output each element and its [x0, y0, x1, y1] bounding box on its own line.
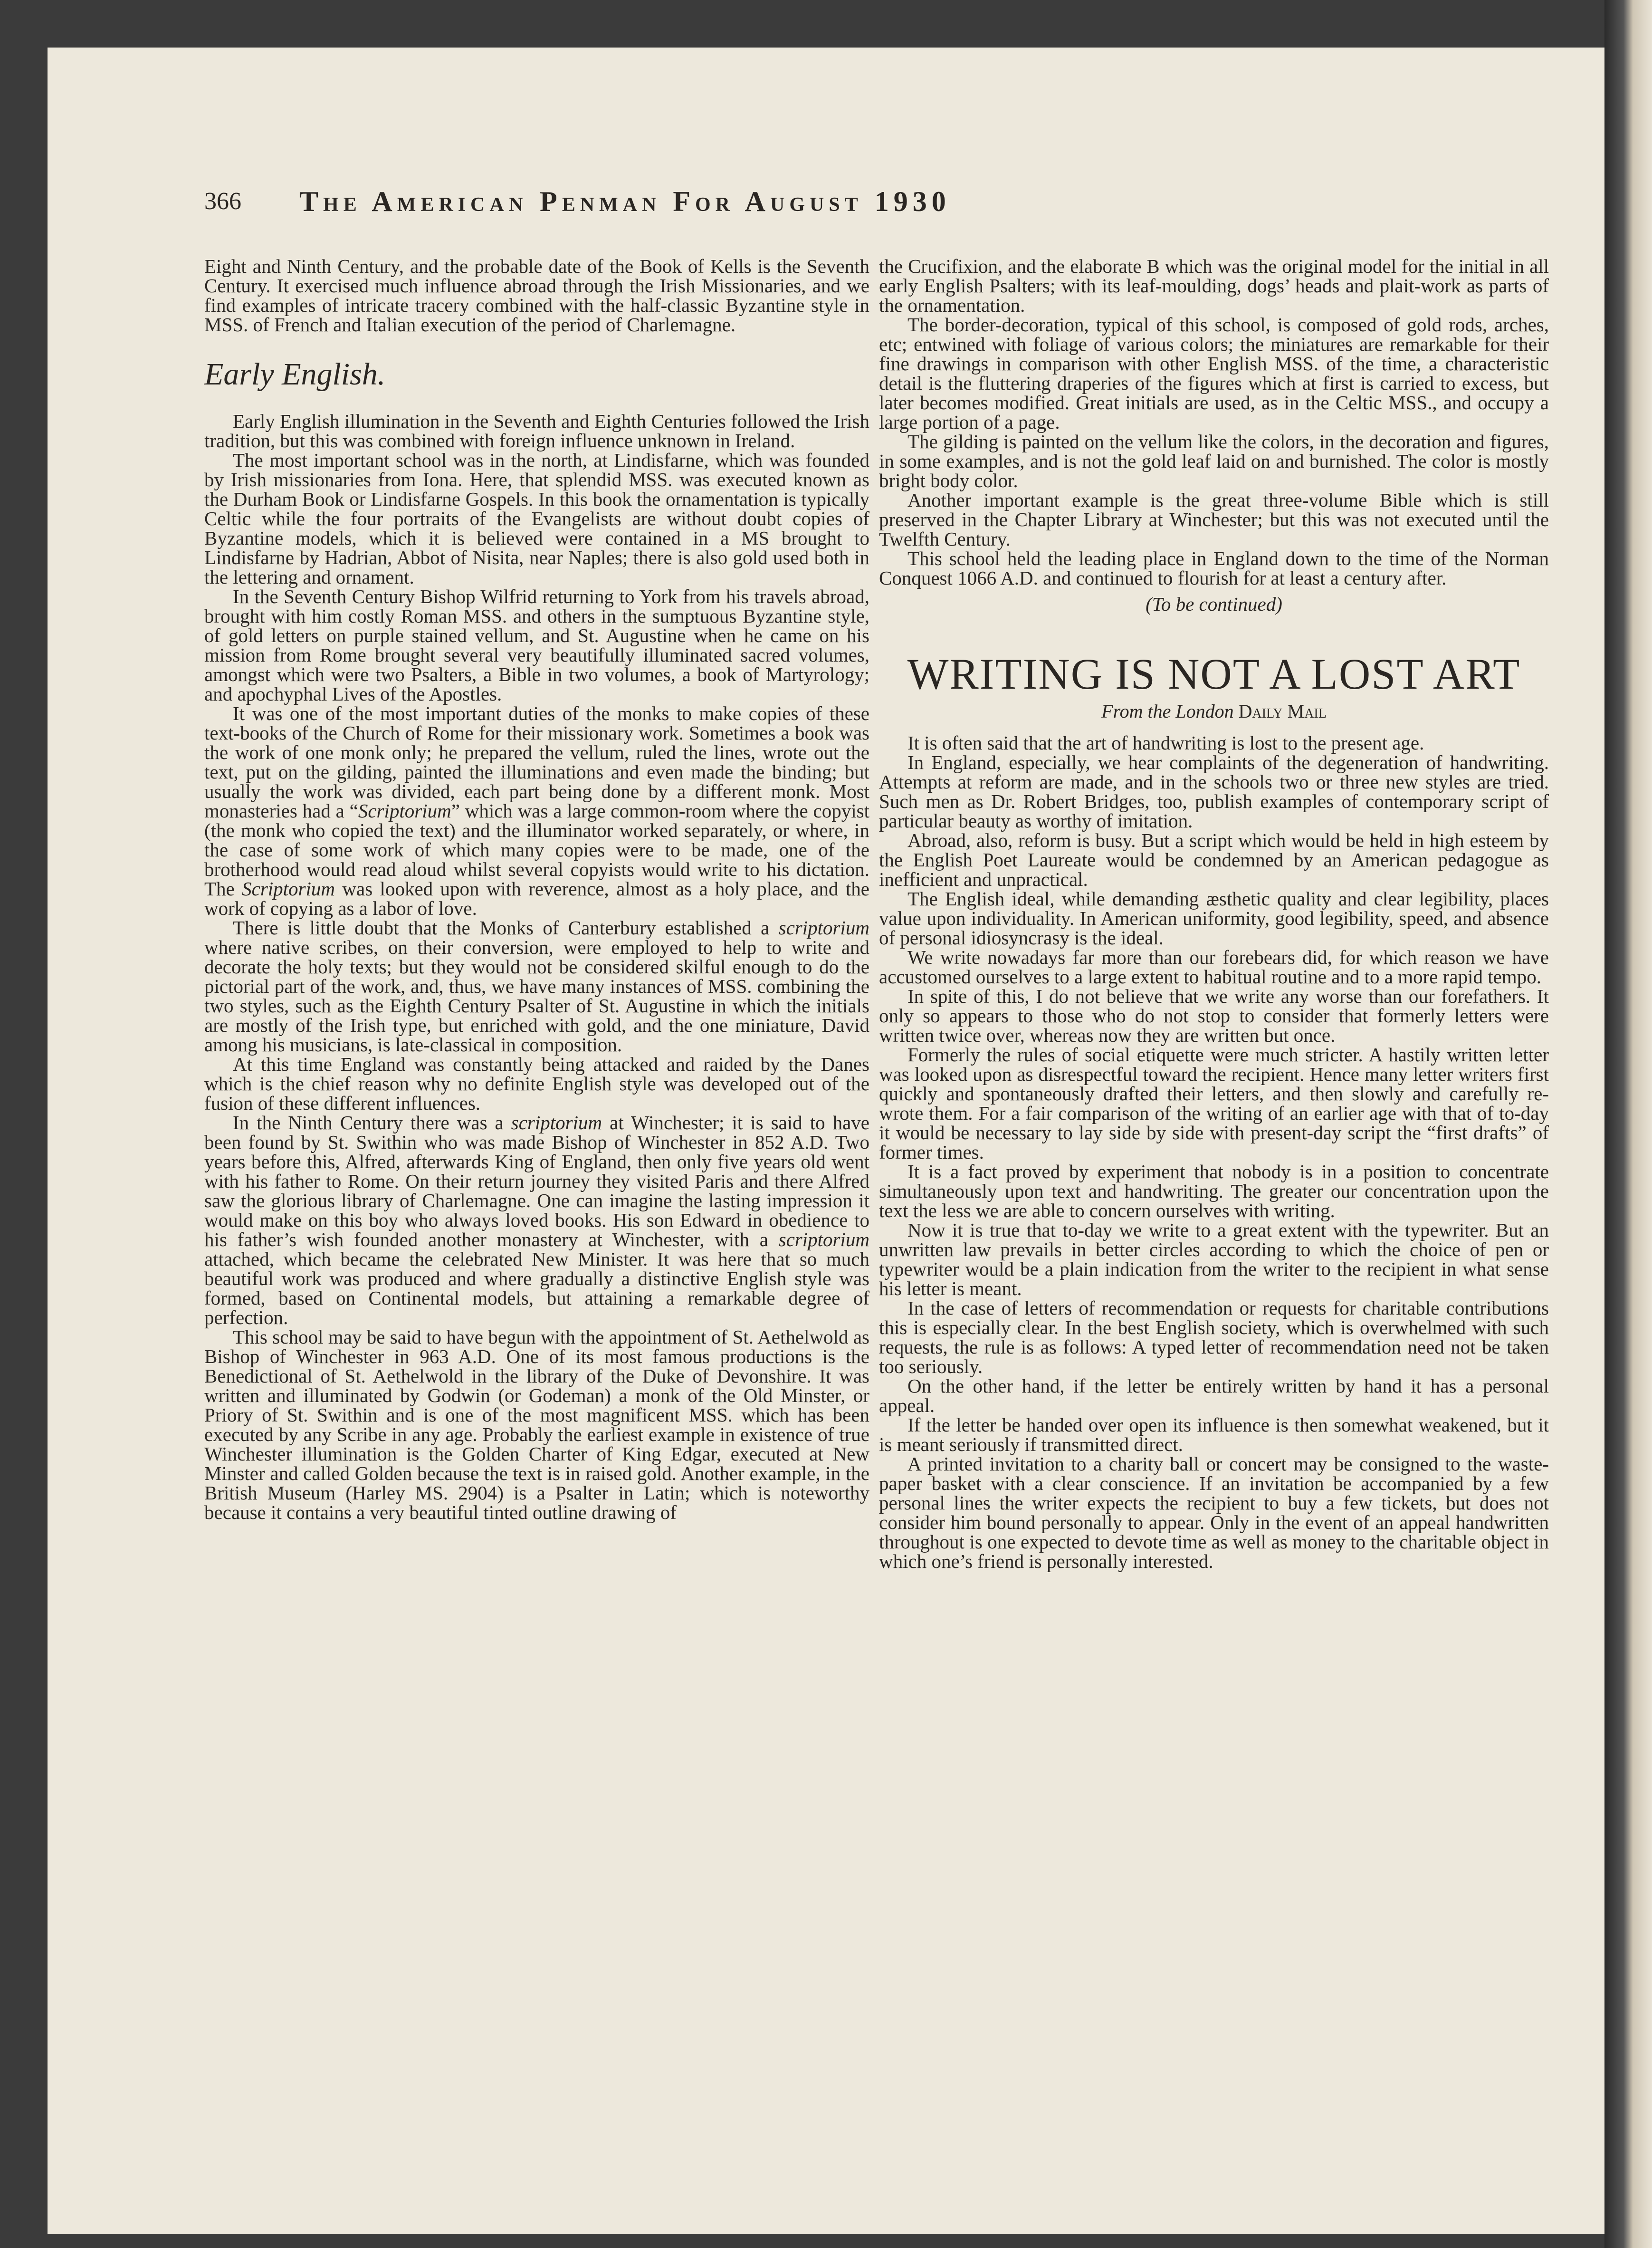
- paragraph: Another important example is the great three-volume Bible which is still preserved in the Chapter Library at Winchester; but this was not executed until the Twelfth Century.: [879, 489, 1549, 550]
- paragraph: In England, especially, we hear complaints of the degeneration of handwriting. Attempts at reform are made, and in the schools two or three new styles are tried. Such men as Dr. Robert Bridges, too, publish examples of contemporary script of particular beauty as worthy of imitation.: [879, 751, 1549, 832]
- paragraph: If the letter be handed over open its influence is then somewhat weakened, but it is meant seriously if transmitted direct.: [879, 1414, 1549, 1455]
- paragraph: the Crucifixion, and the elaborate B which was the original model for the initial in all early English Psalters; with its leaf-moulding, dogs’ heads and plait-work as parts of the ornamentation.: [879, 255, 1549, 316]
- paragraph: Formerly the rules of social etiquette were much stricter. A hastily written letter was looked upon as disrespectful toward the recipient. Hence many letter writers first quickly and spontaneously drafted their letters, and then slowly and carefully re-wrote them. For a fair comparison of the writing of an earlier age with that of to-day it would be necessary to lay side by side with present-day script the “first drafts” of former times.: [879, 1044, 1549, 1163]
- paragraph: The gilding is painted on the vellum like the colors, in the decoration and figures, in some examples, and is not the gold leaf laid on and burnished. The color is mostly bright body color.: [879, 431, 1549, 491]
- section-heading: Early English.: [204, 357, 386, 392]
- paragraph: A printed invitation to a charity ball or concert may be consigned to the waste-paper basket with a clear conscience. If an invitation be accompanied by a few personal lines the writer expects the recipient to buy a few tickets, but does not consider him bound personally to appear. Only in the event of an appeal handwritten throughout is one expected to devote time as well as money to the charitable object in which one’s friend is personally interested.: [879, 1453, 1549, 1572]
- paragraph: This school may be said to have begun with the appointment of St. Aethelwold as Bishop of Winchester in 963 A.D. One of its most famous productions is the Benedictional of St. Aethelwold in the library of the Duke of Devonshire. It was written and illuminated by Godwin (or Godeman) a monk of the Old Minster, or Priory of St. Swithin and is one of the most magnificent MSS. which has been executed by any Scribe in any age. Probably the earliest example in existence of true Winchester illumination is the Golden Charter of King Edgar, executed at New Minster and called Golden because the text is in raised gold. Another example, in the British Museum (Harley MS. 2904) is a Psalter in Latin; which is noteworthy because it contains a very beautiful tinted outline drawing of: [204, 1326, 869, 1523]
- left-column: [204, 257, 869, 1522]
- running-title: The American Penman For August 1930: [299, 186, 951, 217]
- magazine-page: [48, 48, 1611, 2234]
- paragraph: Abroad, also, reform is busy. But a script which would be held in high esteem by the English Poet Laureate would be condemned by an American pedagogue as inefficient and unpractical.: [879, 829, 1549, 890]
- paragraph: On the other hand, if the letter be entirely written by hand it has a personal appeal.: [879, 1375, 1549, 1416]
- running-header: [204, 185, 1297, 228]
- paragraph: In the Seventh Century Bishop Wilfrid returning to York from his travels abroad, brought with him costly Roman MSS. and others in the sumptuous Byzantine style, of gold letters on purple stained vellum, and St. Augustine when he came on his mission from Rome brought several very beautifully illuminated sacred volumes, amongst which were two Psalters, a Bible in two volumes, a book of Martyrology; and apochyphal Lives of the Apostles.: [204, 586, 869, 705]
- right-column: [879, 257, 1549, 1571]
- article-headline: WRITING IS NOT A LOST ART: [907, 650, 1521, 698]
- paragraph: This school held the leading place in England down to the time of the Norman Conquest 1066 A.D. and continued to flourish for at least a century after.: [879, 548, 1549, 589]
- continued-note: (To be continued): [1146, 593, 1282, 615]
- paragraph: The English ideal, while demanding æsthetic quality and clear legibility, places value upon individuality. In American uniformity, good legibility, speed, and absence of personal idiosyncrasy is the ideal.: [879, 888, 1549, 949]
- next-page-edge: [1604, 0, 1652, 2248]
- paragraph: In spite of this, I do not believe that we write any worse than our forefathers. It only so appears to those who do not stop to consider that formerly letters were written twice over, whereas now they are written but once.: [879, 985, 1549, 1046]
- paragraph: Eight and Ninth Century, and the probable date of the Book of Kells is the Seventh Century. It exercised much influence abroad through the Irish Missionaries, and we find examples of intricate tracery combined with the half-classic Byzantine style in MSS. of French and Italian execution of the period of Charlemagne.: [204, 255, 869, 336]
- paragraph: Now it is true that to-day we write to a great extent with the typewriter. But an unwritten law prevails in better circles according to which the choice of pen or typewriter would be a plain indication from the writer to the recipient in what sense his letter is meant.: [879, 1219, 1549, 1299]
- paragraph: At this time England was constantly being attacked and raided by the Danes which is the chief reason why no definite English style was developed out of the fusion of these different influences.: [204, 1053, 869, 1114]
- byline: From the London Daily Mail: [1101, 701, 1327, 722]
- paragraph: It is a fact proved by experiment that nobody is in a position to concentrate simultaneously upon text and handwriting. The greater our concentration upon the text the less we are able to concern ourselves with writing.: [879, 1161, 1549, 1221]
- page-number: 366: [204, 188, 241, 215]
- paragraph: In the case of letters of recommendation or requests for charitable contributions this is especially clear. In the best English society, which is overwhelmed with such requests, the rule is as follows: A typed letter of recommendation need not be taken too seriously.: [879, 1297, 1549, 1377]
- paragraph: There is little doubt that the Monks of Canterbury established a scriptorium where native scribes, on their conversion, were employed to help to write and decorate the holy texts; but they would not be considered skilful enough to do the pictorial part of the work, and, thus, we have many instances of MSS. combining the two styles, such as the Eighth Century Psalter of St. Augustine in which the initials are mostly of the Irish type, but enriched with gold, and the one miniature, David among his musicians, is late-classical in composition.: [204, 917, 869, 1056]
- paragraph: In the Ninth Century there was a scriptorium at Winchester; it is said to have been found by St. Swithin who was made Bishop of Winchester in 852 A.D. Two years before this, Alfred, afterwards King of England, then only five years old went with his father to Rome. On their return journey they visited Paris and there Alfred saw the glorious library of Charlemagne. One can imagine the lasting impression it would make on this boy who always loved books. His son Edward in obedience to his father’s wish founded another monastery at Winchester, with a scriptorium attached, which became the celebrated New Minister. It was here that so much beautiful work was produced and where gradually a distinctive English style was formed, based on Continental models, but attaining a remarkable degree of perfection.: [204, 1112, 869, 1328]
- paragraph: It was one of the most important duties of the monks to make copies of these text-books of the Church of Rome for their missionary work. Sometimes a book was the work of one monk only; he prepared the vellum, ruled the lines, wrote out the text, put on the gilding, painted the illuminations and even made the binding; but usually the work was divided, each part being done by a different monk. Most monasteries had a “Scriptorium” which was a large common-room where the copyist (the monk who copied the text) and the illuminator worked separately, or where, in the case of some work of which many copies were to be made, one of the brotherhood would read aloud whilst several copyists would write to his dictation. The Scriptorium was looked upon with reverence, almost as a holy place, and the work of copying as a labor of love.: [204, 702, 869, 919]
- paragraph: The most important school was in the north, at Lindisfarne, which was founded by Irish missionaries from Iona. Here, that splendid MSS. was executed known as the Durham Book or Lindisfarne Gospels. In this book the ornamentation is typically Celtic while the four portraits of the Evangelists are without doubt copies of Byzantine models, which it is believed were contained in a MS brought to Lindisfarne by Hadrian, Abbot of Nisita, near Naples; there is also gold used both in the lettering and ornament.: [204, 449, 869, 588]
- paragraph: We write nowadays far more than our forebears did, for which reason we have accustomed ourselves to a large extent to habitual routine and to a more rapid tempo.: [879, 946, 1549, 988]
- paragraph: Early English illumination in the Seventh and Eighth Centuries followed the Irish tradition, but this was combined with foreign influence unknown in Ireland.: [204, 410, 869, 452]
- paragraph: The border-decoration, typical of this school, is composed of gold rods, arches, etc; entwined with foliage of various colors; the miniatures are remarkable for their fine drawings in comparison with other English MSS. of the time, a characteristic detail is the fluttering draperies of the figures which at first is carried to excess, but later becomes modified. Great initials are used, as in the Celtic MSS., and occupy a large portion of a page.: [879, 314, 1549, 433]
- paragraph: It is often said that the art of handwriting is lost to the present age.: [907, 732, 1424, 754]
